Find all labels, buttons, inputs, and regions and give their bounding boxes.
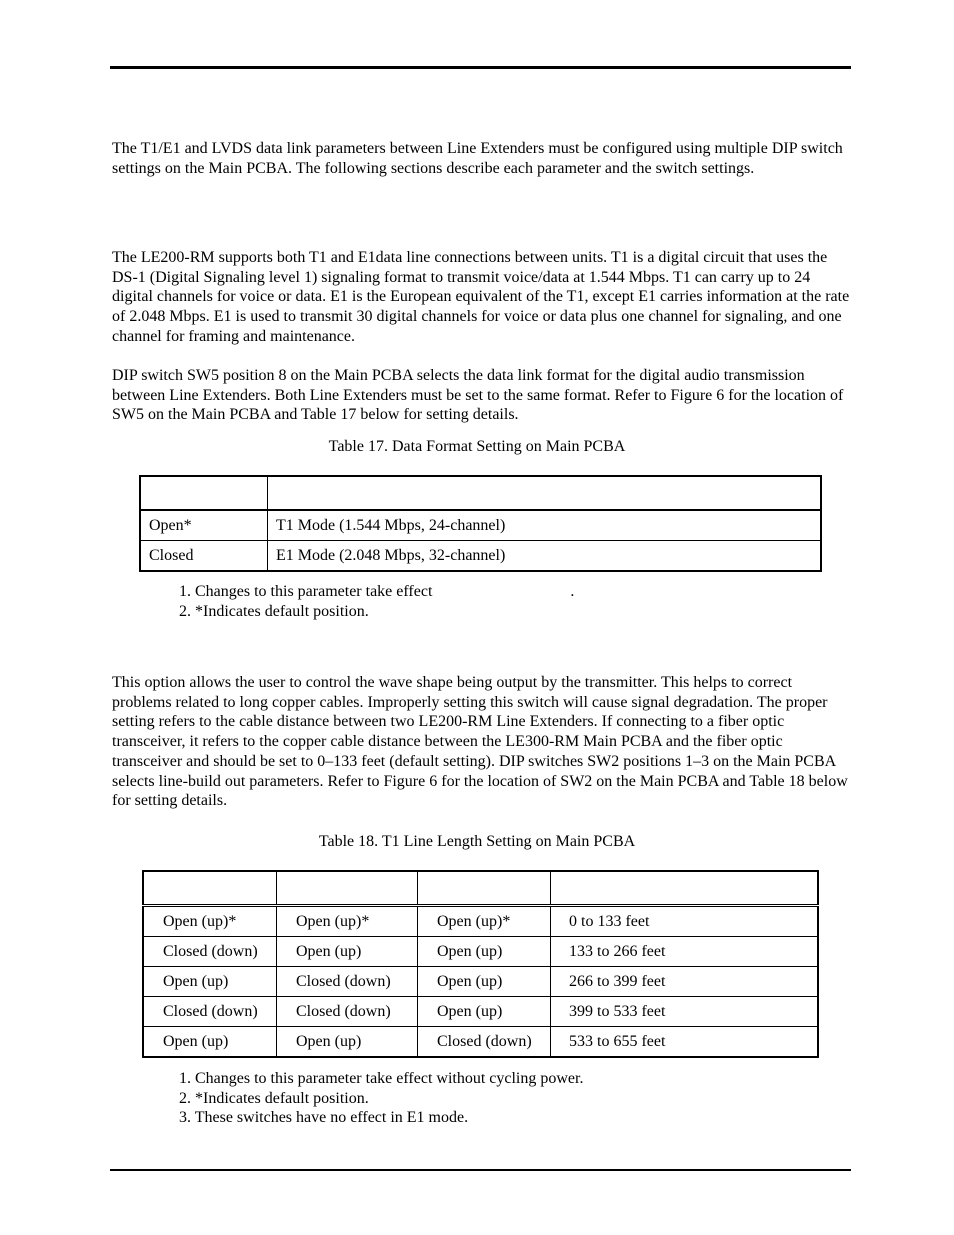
table-17-notes	[179, 582, 574, 621]
table-cell: Open*	[140, 510, 268, 541]
table-row	[140, 510, 821, 541]
table-18-line-length	[142, 870, 819, 1058]
table-cell: Open (up)	[277, 937, 418, 967]
table-row	[140, 541, 821, 572]
line-length-paragraph: This option allows the user to control the wave shape being output by the transmitter. This helps to correct problems related to long copper cables. Improperly setting this switch will cause signal degradation. The proper setting refers to the cable distance between two LE200-RM Line Extenders. If connecting to a fiber optic transceiver, it refers to the copper cable distance between the LE300-RM Main PCBA and the fiber optic transceiver and should be set to 0–133 feet (default setting). DIP switches SW2 positions 1–3 on the Main PCBA selects line-build out parameters. Refer to Figure 6 for the location of SW2 on the Main PCBA and Table 18 below for setting details.	[112, 674, 848, 810]
table-cell: T1 Mode (1.544 Mbps, 24-channel)	[268, 510, 822, 541]
table-17-data-format	[139, 475, 822, 572]
note-item: 2. *Indicates default position.	[179, 602, 369, 620]
table-cell: Open (up)	[418, 997, 551, 1027]
note-item	[179, 582, 574, 602]
table-cell: 133 to 266 feet	[551, 937, 819, 967]
note-tail: .	[570, 583, 575, 600]
table-cell: Open (up)	[418, 967, 551, 997]
table-row	[143, 967, 818, 997]
table-header-cell	[140, 476, 268, 510]
table-cell: Closed (down)	[143, 937, 277, 967]
table-cell: Open (up)*	[277, 906, 418, 937]
table-row	[143, 1027, 818, 1058]
table-cell: Closed	[140, 541, 268, 572]
note-text: 1. Changes to this parameter take effect	[179, 583, 433, 600]
table-row	[143, 937, 818, 967]
table-header-cell	[268, 476, 822, 510]
table-header-row	[143, 871, 818, 906]
table-cell: Closed (down)	[143, 997, 277, 1027]
table-18-notes	[179, 1069, 583, 1128]
table-row	[143, 906, 818, 937]
table-cell: 533 to 655 feet	[551, 1027, 819, 1058]
table-cell: Open (up)*	[143, 906, 277, 937]
table-18-caption: Table 18. T1 Line Length Setting on Main PCBA	[318, 833, 636, 850]
table-header-cell	[277, 871, 418, 906]
data-format-paragraph-1: The LE200-RM supports both T1 and E1data line connections between units. T1 is a digital circuit that uses the DS-1 (Digital Signaling level 1) signaling format to transmit voice/data at 1.544 Mbps. T1 can carry up to 24 digital channels for voice or data. E1 is the European equivalent of the T1, except E1 carries information at the rate of 2.048 Mbps. E1 is used to transmit 30 digital channels for voice or data plus one channel for signaling, and one channel for framing and maintenance.	[112, 249, 850, 345]
table-row	[143, 997, 818, 1027]
table-cell: Open (up)	[143, 967, 277, 997]
table-header-cell	[143, 871, 277, 906]
data-format-paragraph-2: DIP switch SW5 position 8 on the Main PCBA selects the data link format for the digital audio transmission between Line Extenders. Both Line Extenders must be set to the same format. Refer to Figure 6 for the location of SW5 on the Main PCBA and Table 17 below for setting details.	[112, 367, 844, 424]
intro-paragraph: The T1/E1 and LVDS data link parameters between Line Extenders must be configured using multiple DIP switch settings on the Main PCBA. The following sections describe each parameter and the switch settings.	[112, 140, 843, 177]
table-cell: Open (up)	[277, 1027, 418, 1058]
table-cell: E1 Mode (2.048 Mbps, 32-channel)	[268, 541, 822, 572]
note-item: 1. Changes to this parameter take effect without cycling power.	[179, 1070, 584, 1087]
table-cell: 266 to 399 feet	[551, 967, 819, 997]
header-rule	[110, 66, 851, 69]
table-header-cell	[418, 871, 551, 906]
table-cell: 399 to 533 feet	[551, 997, 819, 1027]
table-cell: Open (up)	[418, 937, 551, 967]
note-item: 2. *Indicates default position.	[179, 1089, 369, 1107]
footer-rule	[110, 1169, 851, 1171]
table-cell: Open (up)	[143, 1027, 277, 1058]
table-cell: 0 to 133 feet	[551, 906, 819, 937]
table-cell: Closed (down)	[277, 967, 418, 997]
table-header-row	[140, 476, 821, 510]
note-item: 3. These switches have no effect in E1 mode.	[179, 1109, 469, 1127]
table-cell: Open (up)*	[418, 906, 551, 937]
table-17-caption: Table 17. Data Format Setting on Main PCBA	[328, 438, 626, 455]
table-cell: Closed (down)	[418, 1027, 551, 1058]
table-cell: Closed (down)	[277, 997, 418, 1027]
table-header-cell	[551, 871, 819, 906]
